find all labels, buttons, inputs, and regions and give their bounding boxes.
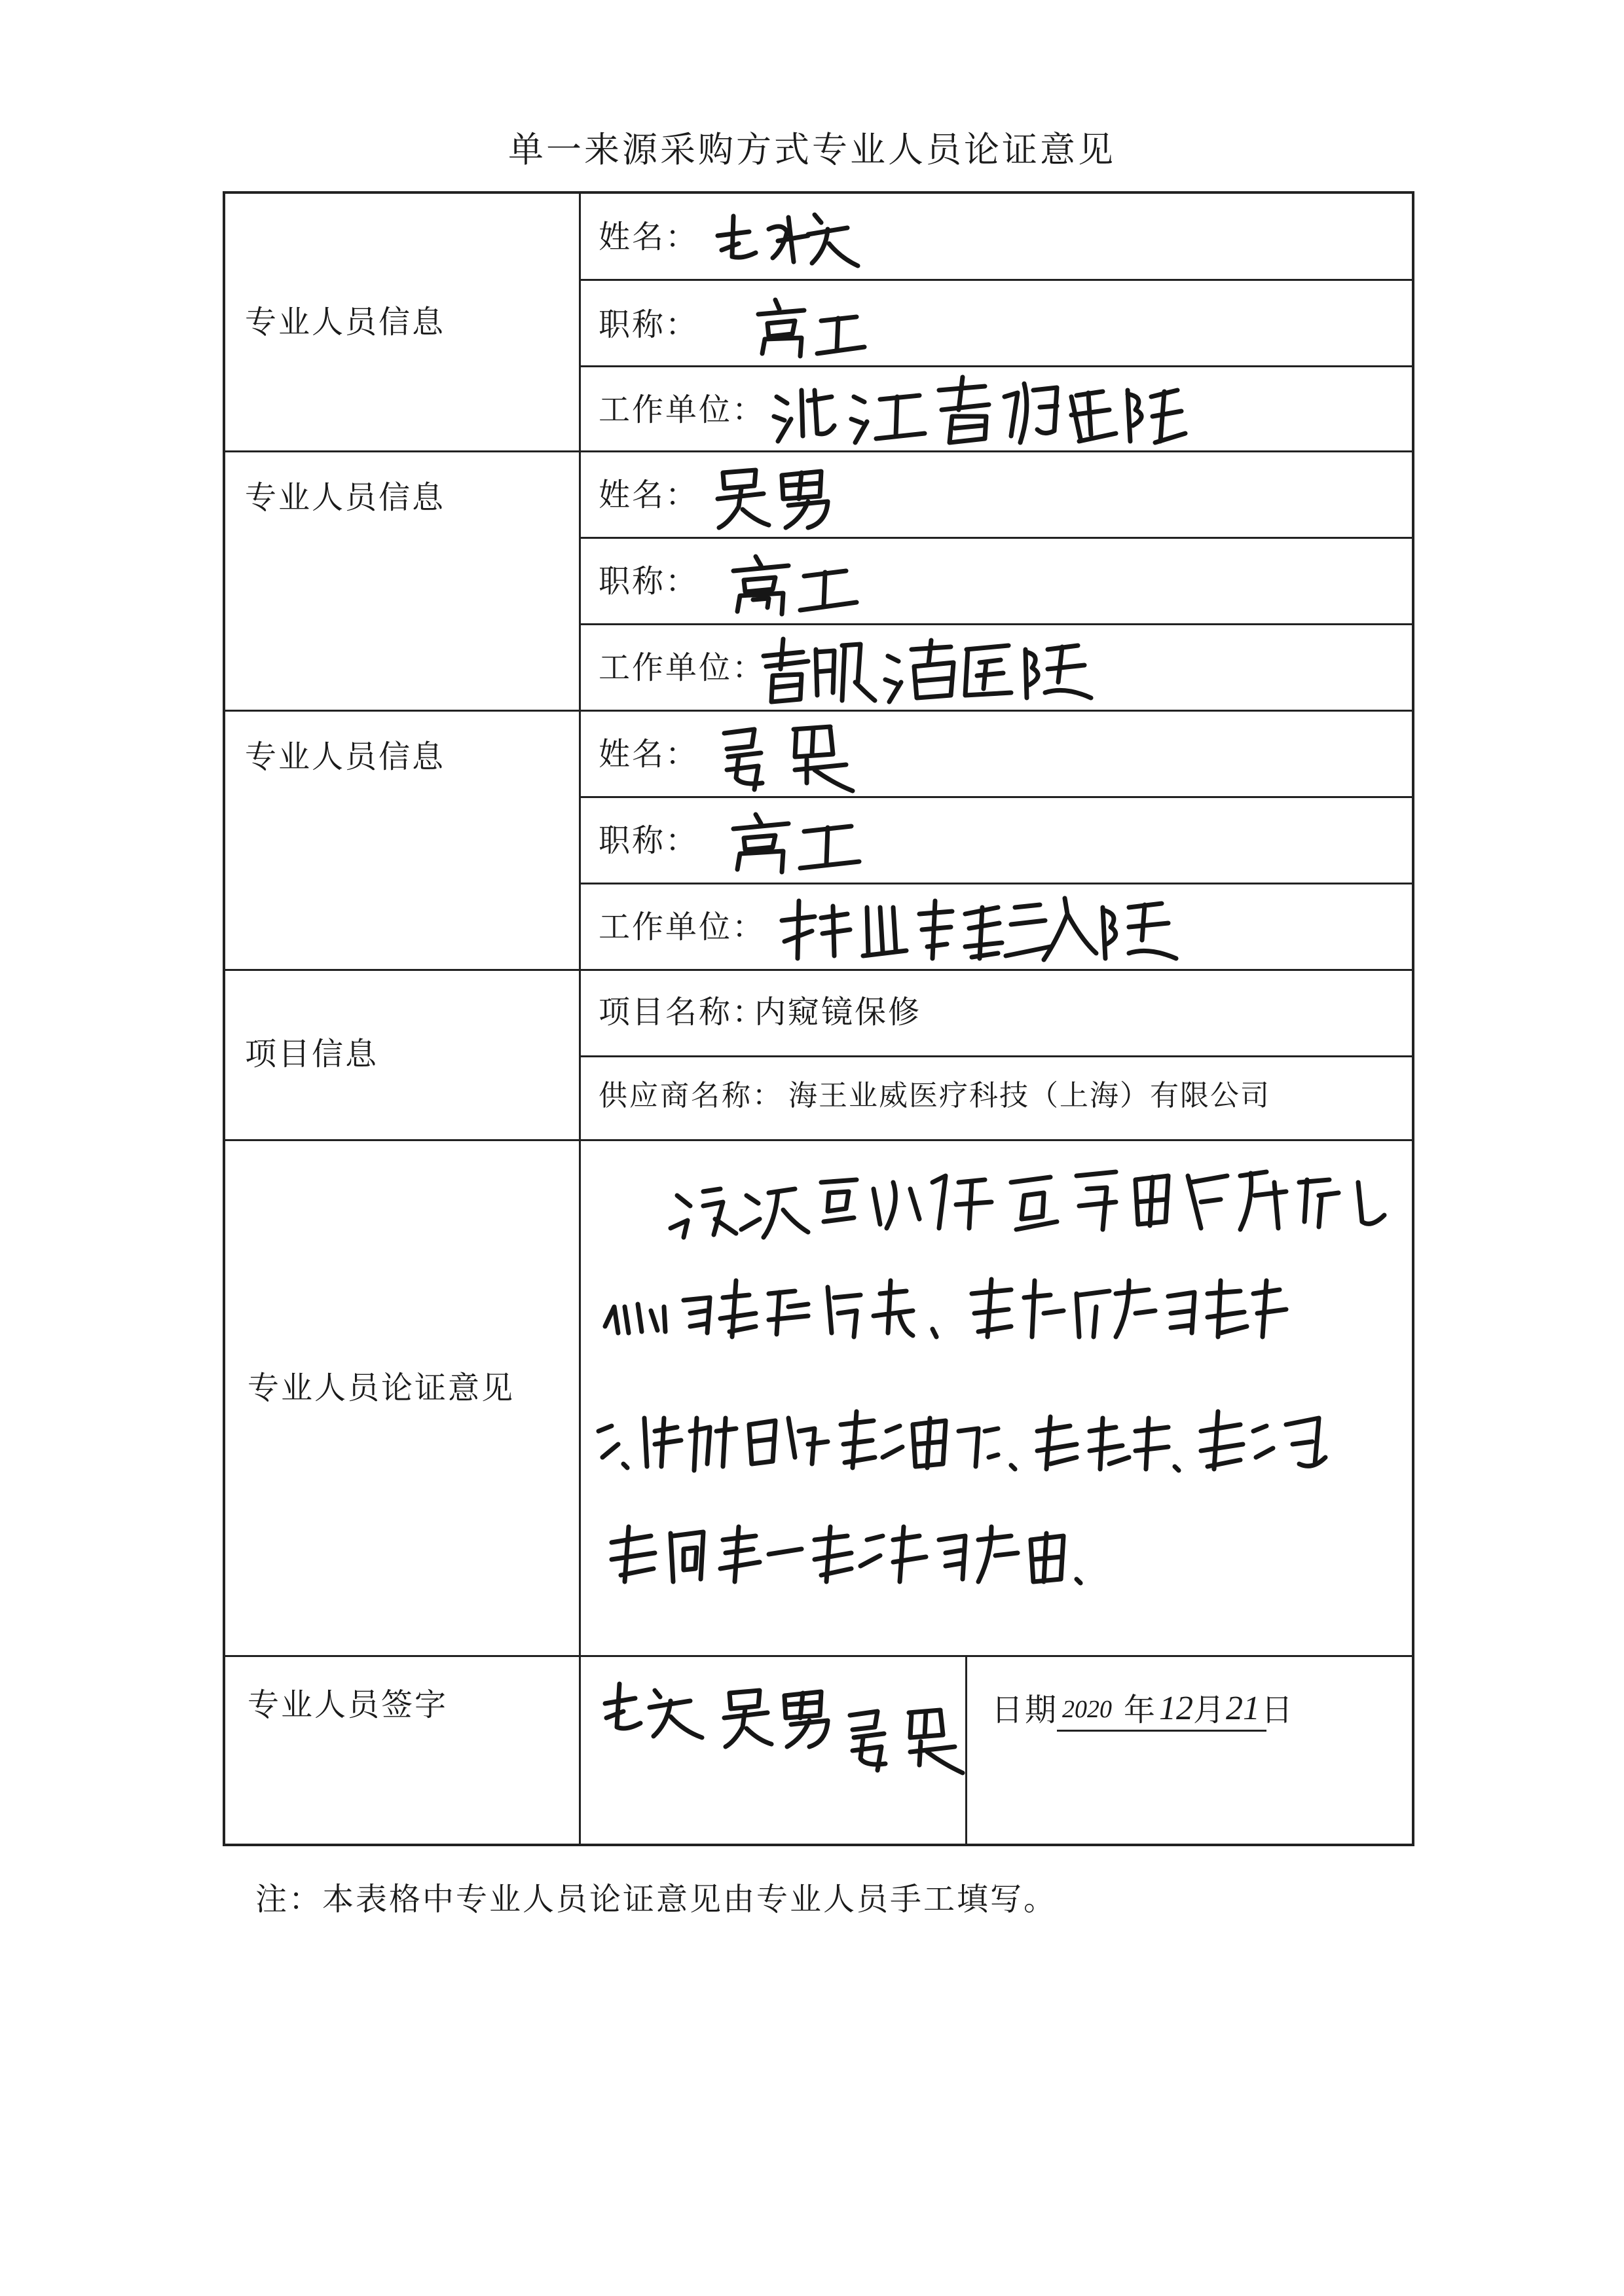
expert-1-section-label: 专业人员信息 (245, 304, 446, 340)
signer-3-signature (841, 1700, 972, 1778)
expert-3-unit-handwriting (775, 888, 1181, 966)
supplier-label: 供应商名称： (599, 1079, 783, 1112)
expert-1-title-handwriting (749, 291, 874, 363)
expert-1-unit-handwriting (769, 371, 1188, 449)
footnote: 注：本表格中专业人员论证意见由专业人员手工填写。 (255, 1881, 1058, 1918)
expert-3-name-label: 姓名： (599, 736, 699, 773)
expert-1-title-label: 职称： (599, 306, 699, 343)
date-day-char: 日 (1261, 1692, 1295, 1728)
expert-2-unit-label: 工作单位： (599, 649, 766, 686)
expert-2-unit-handwriting (757, 630, 1098, 708)
row-divider (579, 537, 1414, 539)
row-divider (579, 796, 1414, 798)
row-divider (225, 450, 1414, 452)
expert-3-title-label: 职称： (599, 822, 699, 859)
row-divider (579, 365, 1414, 367)
expert-1-name-label: 姓名： (599, 219, 699, 255)
expert-2-title-handwriting (723, 547, 867, 619)
signature-section-label: 专业人员签字 (248, 1686, 449, 1723)
row-divider (579, 883, 1414, 884)
row-divider (579, 279, 1414, 281)
opinion-section-label: 专业人员论证意见 (248, 1370, 515, 1406)
date-year-value: 2020 (1062, 1696, 1112, 1723)
row-divider (225, 1139, 1414, 1141)
date-day-value: 21 (1226, 1690, 1260, 1727)
form-title: 单一来源采购方式专业人员论证意见 (508, 129, 1116, 170)
expert-3-section-label: 专业人员信息 (245, 738, 446, 775)
row-divider (225, 710, 1414, 712)
expert-1-unit-label: 工作单位： (599, 392, 766, 428)
signer-2-signature (716, 1680, 841, 1752)
date-month-char: 月 (1193, 1692, 1227, 1728)
row-divider (579, 1055, 1414, 1057)
project-section-label: 项目信息 (245, 1036, 379, 1072)
expert-2-section-label: 专业人员信息 (245, 479, 446, 516)
expert-2-name-label: 姓名： (599, 477, 699, 513)
column-divider (579, 194, 581, 1846)
row-divider (225, 969, 1414, 971)
expert-2-name-handwriting (710, 460, 841, 532)
expert-3-unit-label: 工作单位： (599, 909, 766, 945)
expert-1-name-handwriting (710, 203, 867, 275)
expert-2-title-label: 职称： (599, 563, 699, 600)
row-divider (579, 623, 1414, 625)
date-underline (1057, 1730, 1266, 1732)
signer-1-signature (592, 1671, 716, 1743)
expert-3-title-handwriting (723, 805, 867, 877)
date-year-char: 年 (1124, 1692, 1158, 1728)
date-month-value: 12 (1159, 1690, 1193, 1727)
opinion-handwriting (592, 1156, 1411, 1641)
row-divider (225, 1655, 1414, 1657)
supplier-value: 海王业威医疗科技（上海）有限公司 (788, 1079, 1270, 1112)
expert-3-name-handwriting (715, 718, 872, 796)
date-label: 日期 (991, 1692, 1059, 1728)
project-name-label: 项目名称： (599, 994, 766, 1030)
project-name-value: 内窥镜保修 (754, 994, 922, 1030)
argument-form (223, 191, 1414, 1846)
